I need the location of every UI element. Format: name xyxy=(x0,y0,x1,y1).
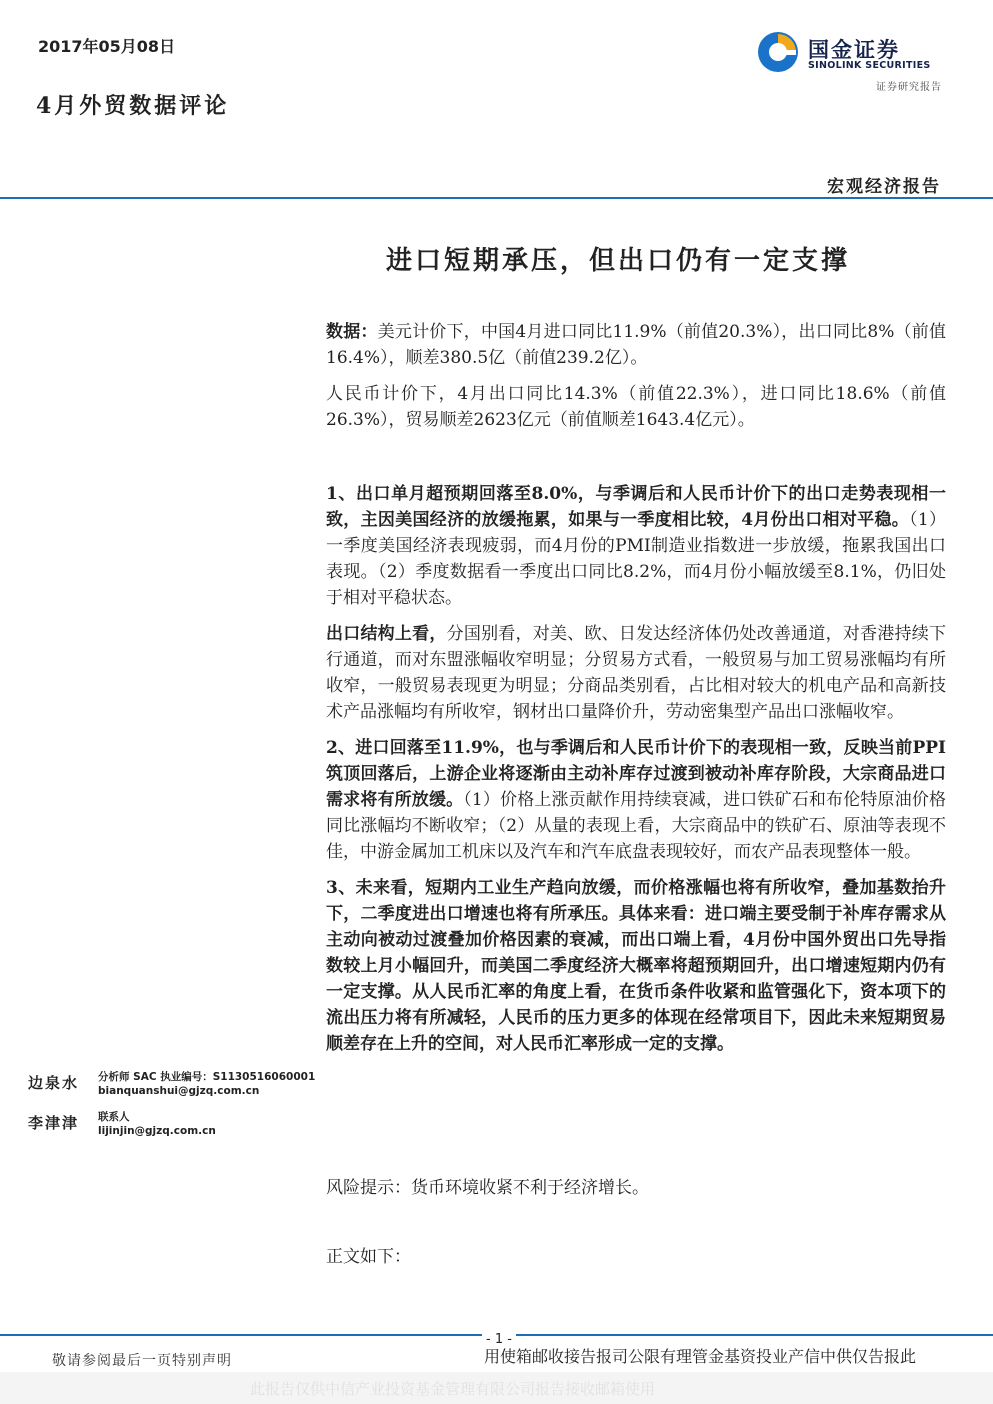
header-divider xyxy=(0,197,993,199)
export-text: （1）一季度美国经济表现疲弱，而4月份的PMI制造业指数进一步放缓，拖累我国出口表现。（2）季度数据看一季度出口同比8.2%，而4月份小幅放缓至8.1%，仍旧处于相对平稳状态。 xyxy=(326,510,946,608)
export-structure-paragraph xyxy=(326,621,946,725)
page-number: - 1 - xyxy=(482,1332,516,1347)
data-paragraph xyxy=(326,319,946,371)
rmb-text: 人民币计价下，4月出口同比14.3%（前值22.3%），进口同比18.6%（前值26.3%），贸易顺差2623亿元（前值顺差1643.4亿元）。 xyxy=(326,384,946,430)
outlook-text: 3、未来看，短期内工业生产趋向放缓，而价格涨幅也将有所收窄，叠加基数抬升下，二季度进出口增速也将有所承压。具体来看：进口端主要受制于补库存需求从主动向被动过渡叠加价格因素的衰减，而出口端上看，4月份中国外贸出口先导指数较上月小幅回升，而美国二季度经济大概率将超预期回升，出口增速短期内仍有一定支撑。从人民币汇率的角度上看，在货币条件收紧和监管强化下，资本项下的流出压力将有所减轻，人民币的压力更多的体现在经常项目下，因此未来短期贸易顺差存在上升的空间，对人民币汇率形成一定的支撑。 xyxy=(326,878,946,1054)
export-paragraph xyxy=(326,481,946,611)
analyst-name: 边泉水 xyxy=(28,1074,80,1092)
report-type: 宏观经济报告 xyxy=(827,177,941,197)
analyst-credential: 联系人 xyxy=(98,1111,130,1123)
logo-chinese-name: 国金证券 xyxy=(808,38,900,62)
export-structure-heading: 出口结构上看， xyxy=(326,624,447,644)
usage-notice: 用使箱邮收接告报司公限有理管金基资投业产信中供仅告报此 xyxy=(484,1347,917,1366)
document-title: 4月外贸数据评论 xyxy=(36,93,230,119)
report-headline: 进口短期承压，但出口仍有一定支撑 xyxy=(386,246,851,276)
export-heading: 1、出口单月超预期回落至8.0%，与季调后和人民币计价下的出口走势表现相一致，主因美国经济的放缓拖累，如果与一季度相比较，4月份出口相对平稳。 xyxy=(326,484,946,530)
analyst-credential: 分析师 SAC 执业编号：S1130516060001 xyxy=(98,1071,316,1083)
watermark-text: 此报告仅供中信产业投资基金管理有限公司报告接收邮箱使用 xyxy=(250,1380,656,1398)
analyst-email[interactable]: lijinjin@gjzq.com.cn xyxy=(98,1125,216,1137)
body-intro: 正文如下： xyxy=(326,1247,411,1267)
analyst-info xyxy=(98,1110,216,1138)
outlook-paragraph xyxy=(326,875,946,1057)
import-text: （1）价格上涨贡献作用持续衰减，进口铁矿石和布伦特原油价格同比涨幅均不断收窄；（2）从量的表现上看，大宗商品中的铁矿石、原油等表现不佳，中游金属加工机床以及汽车和汽车底盘表现较好，而农产品表现整体一般。 xyxy=(326,790,946,862)
export-structure-text: 分国别看，对美、欧、日发达经济体仍处改善通道，对香港持续下行通道，而对东盟涨幅收窄明显；分贸易方式看，一般贸易与加工贸易涨幅均有所收窄，一般贸易表现更为明显；分商品类别看，占比相对较大的机电产品和高新技术产品涨幅均有所收窄，钢材出口量降价升，劳动密集型产品出口涨幅收窄。 xyxy=(326,624,947,722)
logo-subtitle: 证券研究报告 xyxy=(876,82,942,93)
data-text: 美元计价下，中国4月进口同比11.9%（前值20.3%），出口同比8%（前值16.4%），顺差380.5亿（前值239.2亿）。 xyxy=(326,322,947,368)
disclaimer-note: 敬请参阅最后一页特别声明 xyxy=(52,1353,232,1369)
report-date: 2017年05月08日 xyxy=(38,37,176,56)
analyst-item xyxy=(28,1070,318,1098)
analyst-list xyxy=(28,1070,318,1150)
analyst-name: 李津津 xyxy=(28,1114,80,1132)
company-logo xyxy=(756,30,946,94)
analyst-item xyxy=(28,1110,318,1138)
logo-english-name: SINOLINK SECURITIES xyxy=(808,60,931,71)
rmb-paragraph xyxy=(326,381,946,433)
spacer xyxy=(326,443,946,481)
risk-warning: 风险提示：货币环境收紧不利于经济增长。 xyxy=(326,1178,649,1198)
summary-column xyxy=(326,319,946,1067)
data-label: 数据： xyxy=(326,322,378,342)
import-heading: 2、进口回落至11.9%，也与季调后和人民币计价下的表现相一致，反映当前PPI筑顶回落后，上游企业将逐渐由主动补库存过渡到被动补库存阶段，大宗商品进口需求将有所放缓。 xyxy=(326,738,946,810)
analyst-email[interactable]: bianquanshui@gjzq.com.cn xyxy=(98,1085,260,1097)
analyst-info xyxy=(98,1070,315,1098)
import-paragraph xyxy=(326,735,946,865)
logo-emblem-icon xyxy=(756,30,800,74)
